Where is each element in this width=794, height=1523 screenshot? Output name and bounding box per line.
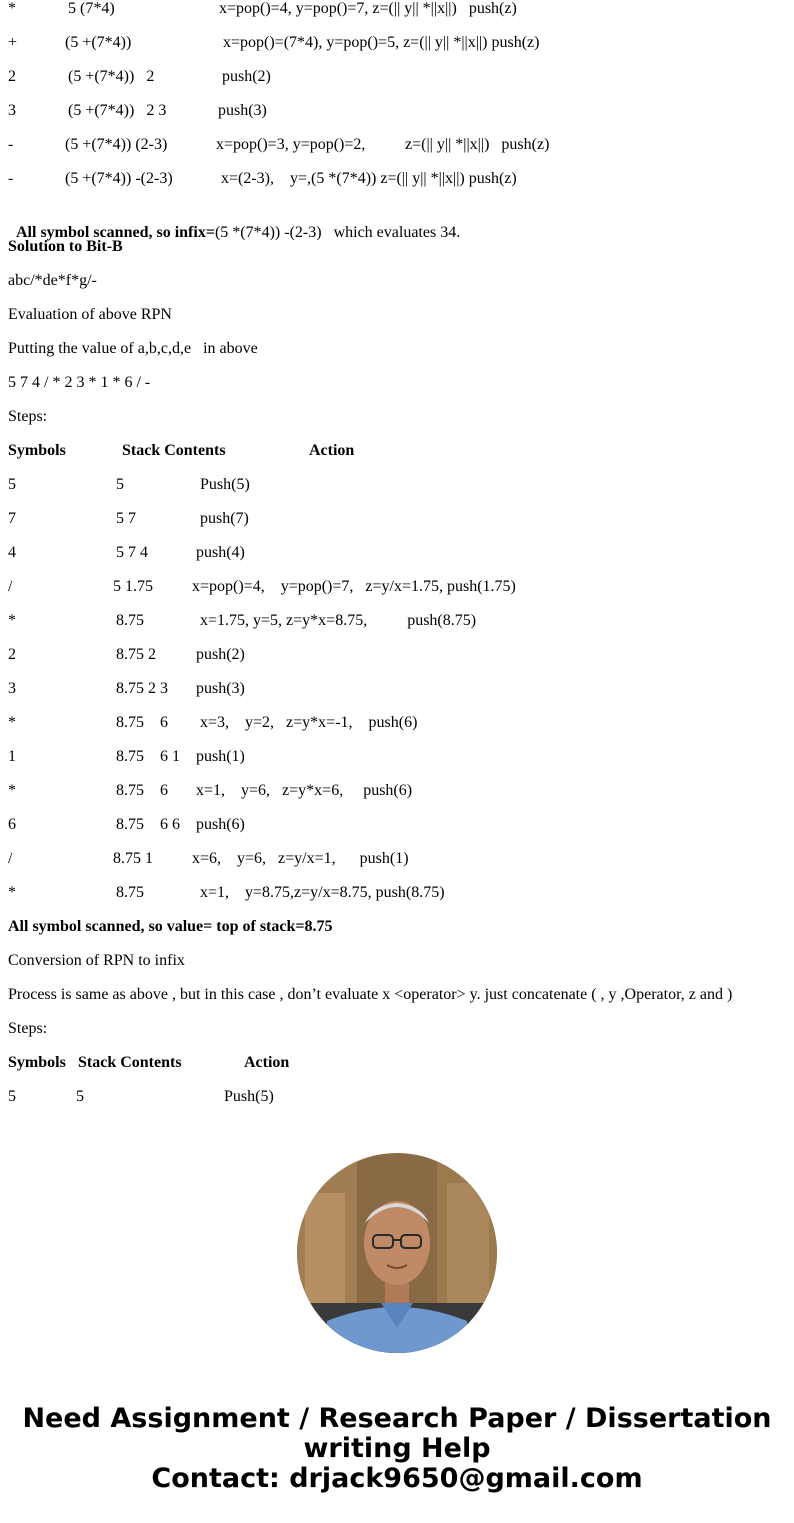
stack-cell: 5	[116, 476, 124, 493]
stack-cell: 5 (7*4)	[68, 0, 115, 17]
table-row	[8, 67, 271, 87]
steps-label: Steps:	[8, 408, 48, 425]
conversion-heading: Conversion of RPN to infix	[8, 952, 185, 969]
header-stack-contents: Stack Contents	[122, 442, 226, 459]
table-row	[8, 747, 245, 767]
symbol-cell: 3	[8, 680, 16, 697]
action-cell: x=pop()=4, y=pop()=7, z=(|| y|| *||x||) push(z)	[219, 0, 517, 17]
stack-cell: (5 +(7*4)) 2 3	[68, 102, 167, 119]
action-cell: push(6)	[196, 816, 245, 833]
symbol-cell: *	[8, 612, 16, 629]
stack-cell: 8.75	[116, 884, 144, 901]
symbol-cell: -	[8, 170, 14, 187]
action-cell: x=pop()=4, y=pop()=7, z=y/x=1.75, push(1.75)	[192, 578, 516, 595]
table-row	[8, 645, 245, 665]
footer-line-2: writing Help	[303, 1433, 491, 1464]
stack-cell: 5 7 4	[116, 544, 148, 561]
symbol-cell: /	[8, 850, 13, 867]
table-row	[8, 101, 267, 121]
stack-cell: 8.75 6 6	[116, 816, 180, 833]
symbol-cell: 7	[8, 510, 16, 527]
table-row	[8, 475, 250, 495]
infix-result-value: (5 *(7*4)) -(2-3) which evaluates 34.	[214, 224, 461, 241]
stack-cell: (5 +(7*4)) 2	[68, 68, 155, 85]
symbol-cell: 2	[8, 646, 16, 663]
action-cell: Push(5)	[200, 476, 250, 493]
stack-cell: 8.75 6	[116, 714, 168, 731]
table-row	[8, 781, 413, 801]
author-portrait-image	[297, 1153, 497, 1353]
action-cell: push(2)	[196, 646, 245, 663]
stack-cell: 5 7	[116, 510, 136, 527]
symbol-cell: 5	[8, 476, 16, 493]
action-cell: Push(5)	[224, 1088, 274, 1105]
symbol-cell: -	[8, 136, 14, 153]
infix-result	[8, 203, 461, 241]
stack-cell: (5 +(7*4))	[65, 34, 132, 51]
table-header	[8, 1053, 290, 1073]
stack-cell: 8.75 2	[116, 646, 156, 663]
symbol-cell: 2	[8, 68, 16, 85]
table-row	[8, 713, 418, 733]
table-row	[8, 509, 249, 529]
symbol-cell: *	[8, 884, 16, 901]
process-text: Process is same as above , but in this case , don’t evaluate x <operator> y. just concatenate ( , y ,Operator, z and )	[8, 986, 733, 1003]
stack-cell: 5	[76, 1088, 84, 1105]
evaluation-heading: Evaluation of above RPN	[8, 306, 172, 323]
rpn-expression: abc/*de*f*g/-	[8, 272, 97, 289]
action-cell: push(3)	[196, 680, 245, 697]
stack-cell: 8.75 6 1	[116, 748, 180, 765]
action-cell: x=1, y=8.75,z=y/x=8.75, push(8.75)	[200, 884, 445, 901]
table-row	[8, 135, 550, 155]
table-row	[8, 33, 540, 53]
action-cell: push(7)	[200, 510, 249, 527]
table-row	[8, 883, 445, 903]
symbol-cell: 1	[8, 748, 16, 765]
symbol-cell: *	[8, 782, 16, 799]
symbol-cell: *	[8, 0, 16, 17]
action-cell: push(3)	[218, 102, 267, 119]
action-cell: push(2)	[222, 68, 271, 85]
action-cell: push(1)	[196, 748, 245, 765]
footer-line-1: Need Assignment / Research Paper / Dissertation	[22, 1403, 772, 1434]
table-header	[8, 441, 355, 461]
action-cell-continued: z=(|| y|| *||x||) push(z)	[405, 136, 550, 153]
symbol-cell: 3	[8, 102, 16, 119]
header-stack-contents: Stack Contents	[78, 1054, 182, 1071]
putting-values-text: Putting the value of a,b,c,d,e in above	[8, 340, 258, 357]
stack-cell: 8.75 2 3	[116, 680, 168, 697]
action-cell: x=(2-3), y=,(5 *(7*4)) z=(|| y|| *||x||) push(z)	[221, 170, 517, 187]
action-cell: x=1, y=6, z=y*x=6, push(6)	[196, 782, 413, 799]
stack-cell: 8.75	[116, 612, 144, 629]
solution-heading: Solution to Bit-B	[8, 238, 123, 255]
infix-result-label: All symbol scanned, so infix=	[16, 224, 215, 241]
table-row	[8, 543, 245, 563]
table-row	[8, 849, 409, 869]
action-cell: x=pop()=(7*4), y=pop()=5, z=(|| y|| *||x||) push(z)	[223, 34, 540, 51]
symbol-cell: 4	[8, 544, 16, 561]
symbol-cell: 5	[8, 1088, 16, 1105]
author-avatar	[297, 1153, 497, 1353]
header-symbols: Symbols	[8, 442, 66, 459]
numeric-rpn: 5 7 4 / * 2 3 * 1 * 6 / -	[8, 374, 151, 391]
table-row	[8, 169, 517, 189]
header-action: Action	[244, 1054, 290, 1071]
value-result: All symbol scanned, so value= top of stack=8.75	[8, 918, 333, 935]
stack-cell: 8.75 6	[116, 782, 168, 799]
stack-cell: 5 1.75	[113, 578, 153, 595]
action-cell: x=1.75, y=5, z=y*x=8.75, push(8.75)	[200, 612, 477, 629]
stack-cell: 8.75 1	[113, 850, 153, 867]
header-symbols: Symbols	[8, 1054, 66, 1071]
symbol-cell: /	[8, 578, 13, 595]
action-cell: push(4)	[196, 544, 245, 561]
action-cell: x=pop()=3, y=pop()=2,	[216, 136, 366, 153]
steps-label-2: Steps:	[8, 1020, 48, 1037]
symbol-cell: +	[8, 34, 18, 51]
stack-cell: (5 +(7*4)) -(2-3)	[65, 170, 173, 187]
table-row	[8, 815, 245, 835]
table-row	[8, 679, 245, 699]
footer-contact: Contact: drjack9650@gmail.com	[151, 1463, 643, 1494]
symbol-cell: *	[8, 714, 16, 731]
action-cell: x=6, y=6, z=y/x=1, push(1)	[192, 850, 409, 867]
table-row	[8, 1087, 274, 1107]
table-row	[8, 0, 517, 19]
header-action: Action	[309, 442, 355, 459]
action-cell: x=3, y=2, z=y*x=-1, push(6)	[200, 714, 418, 731]
symbol-cell: 6	[8, 816, 16, 833]
table-row	[8, 577, 516, 597]
stack-cell: (5 +(7*4)) (2-3)	[65, 136, 168, 153]
table-row	[8, 611, 477, 631]
